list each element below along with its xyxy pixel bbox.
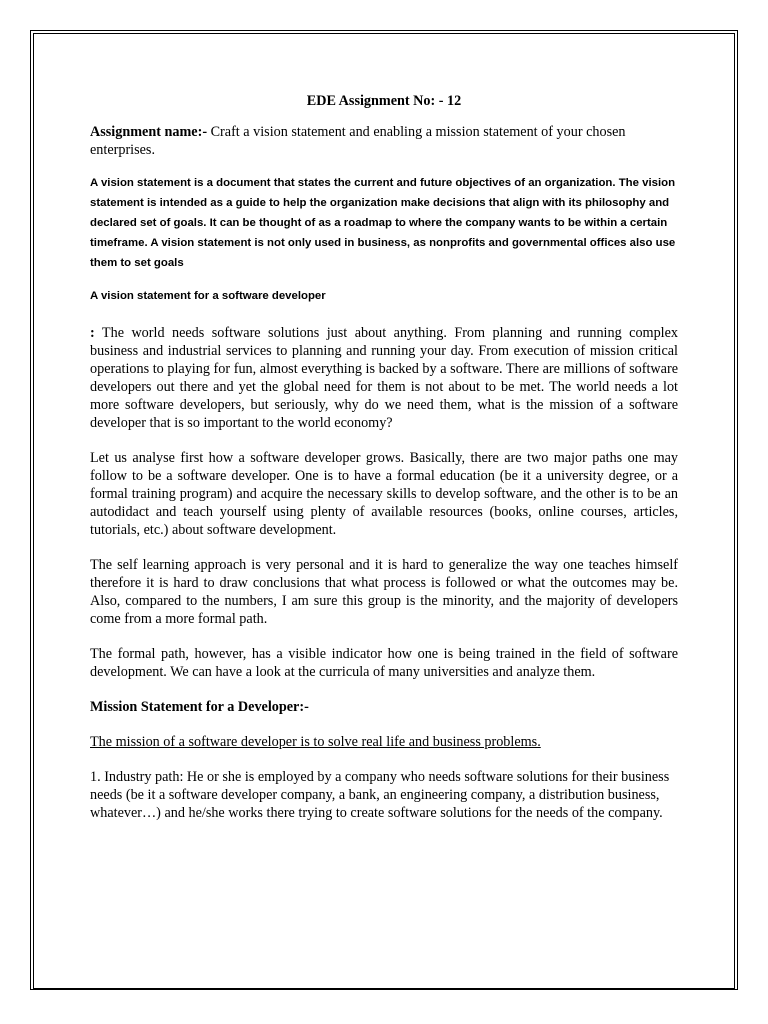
- assignment-name: [90, 123, 678, 159]
- mission-heading: Mission Statement for a Developer:-: [90, 699, 309, 715]
- paragraph-world-needs: [90, 324, 678, 432]
- mission-statement: The mission of a software developer is to solve real life and business problems.: [90, 734, 541, 750]
- paragraph-self-learning: The self learning approach is very personal and it is hard to generalize the way one teaches himself therefore it is hard to draw conclusions that what process is followed or what the outcomes may be. Also, compared to the numbers, I am sure this group is the minority, and the majority of developers come from a more formal path.: [90, 557, 678, 627]
- document-body: [90, 92, 678, 822]
- paragraph-colon: :: [90, 325, 95, 341]
- vision-intro-paragraph: A vision statement is a document that states the current and future objectives of an organization. The vision statement is intended as a guide to help the organization make decisions that align with its philosophy and declared set of goals. It can be thought of as a roadmap to where the company wants to be within a certain timeframe. A vision statement is not only used in business, as nonprofits and governmental offices also use them to set goals: [90, 177, 676, 269]
- vision-heading: A vision statement for a software developer: [90, 290, 326, 302]
- paragraph-world-needs-text: The world needs software solutions just about anything. From planning and running complex business and industrial services to planning and running your day. From execution of mission critical operations to playing for fun, almost everything is backed by a software. There are millions of software developers out there and yet the global need for them is not about to be met. The world needs a lot more software developers, but seriously, why do we need them, what is the mission of a software developer that is so important to the world economy?: [90, 325, 678, 431]
- assignment-name-text: Craft a vision statement and enabling a mission statement of your chosen enterprises.: [90, 124, 626, 158]
- paragraph-formal-path: The formal path, however, has a visible indicator how one is being trained in the field of software development. We can have a look at the curricula of many universities and analyze them.: [90, 646, 678, 680]
- paragraph-analyse: Let us analyse first how a software developer grows. Basically, there are two major paths one may follow to be a software developer. One is to have a formal education (be it a university degree, or a formal training program) and acquire the necessary skills to develop software, and the other is to be an autodidact and teach yourself using plenty of available resources (books, online courses, articles, tutorials, etc.) about software development.: [90, 450, 678, 538]
- assignment-title: EDE Assignment No: - 12: [306, 93, 462, 109]
- assignment-name-label: Assignment name:-: [90, 124, 208, 140]
- industry-path-item: 1. Industry path: He or she is employed by a company who needs software solutions for their business needs (be it a software developer company, a bank, an engineering company, a distribution business, whatever…) and he/she works there trying to create software solutions for the needs of the company.: [90, 769, 670, 821]
